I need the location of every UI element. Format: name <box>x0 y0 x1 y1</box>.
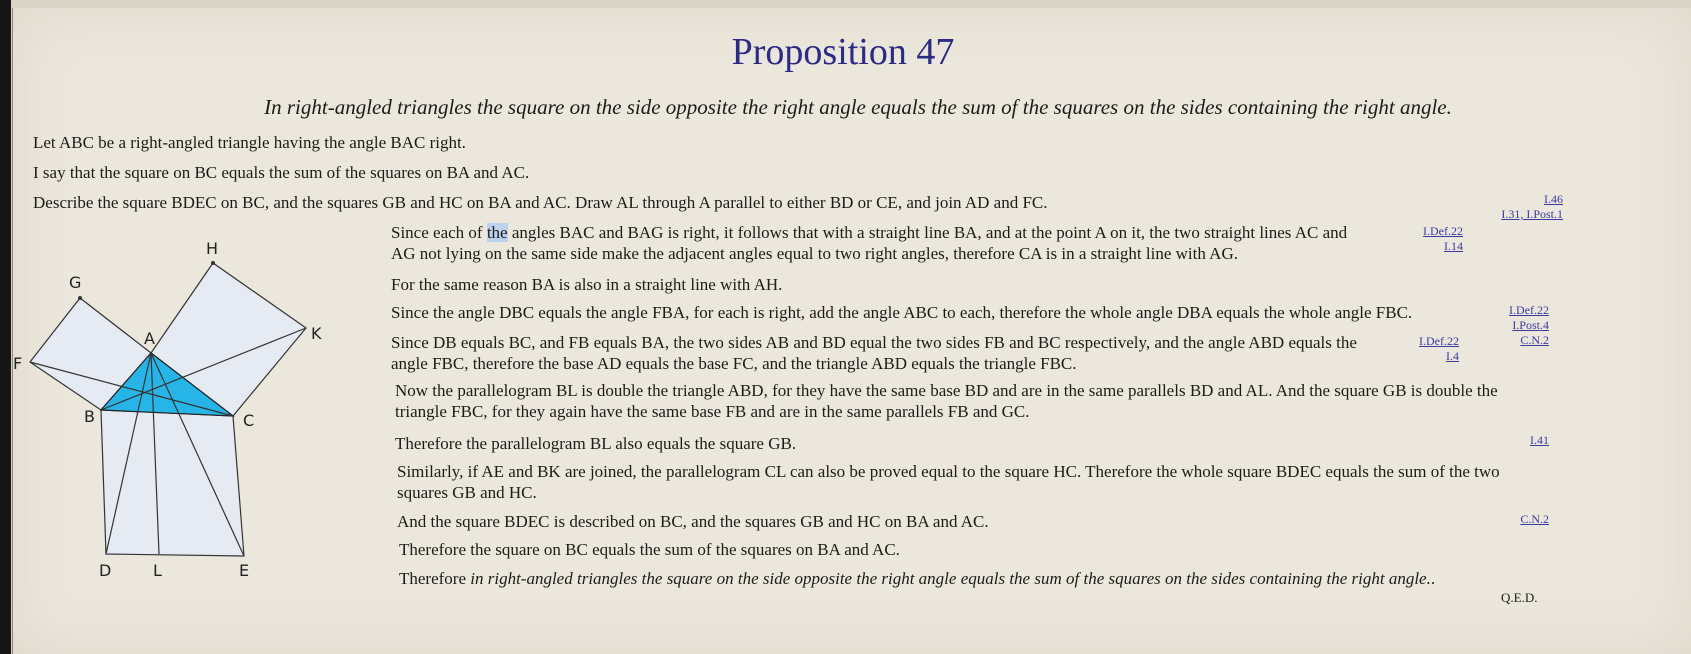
label-e: E <box>239 561 250 580</box>
label-c: C <box>243 411 255 430</box>
ref-link[interactable]: I.Def.22 <box>1419 334 1459 348</box>
ref-group-straight-line <box>1403 224 1463 254</box>
proposition-page <box>12 8 1691 654</box>
paragraph-square-sum: Therefore the square on BC equals the sum of the squares on BA and AC. <box>399 540 900 559</box>
ref-group-bl <box>1503 433 1549 448</box>
label-b: B <box>84 407 95 426</box>
ref-link[interactable]: I.Def.22 <box>1423 224 1463 238</box>
label-f: F <box>13 354 23 373</box>
paragraph-straight-line-ah: For the same reason BA is also in a straight line with AH. <box>391 275 783 294</box>
enunciation: In right-angled triangles the square on the side opposite the right angle equals the sum of the squares on the sides containing the right angle. <box>264 95 1452 119</box>
selected-text: the <box>486 223 508 242</box>
ref-link[interactable]: I.31, I.Post.1 <box>1501 207 1563 221</box>
ref-group-angles <box>1483 303 1549 348</box>
ref-link[interactable]: I.4 <box>1446 349 1459 363</box>
ref-link[interactable]: I.14 <box>1444 239 1463 253</box>
paragraph-conclusion: Therefore in right-angled triangles the square on the side opposite the right angle equals the sum of the squares on the sides containing the right angle.. <box>399 569 1436 588</box>
paragraph-congruent-triangles: Since DB equals BC, and FB equals BA, the two sides AB and BD equal the two sides FB and BC respectively, and the angle ABD equals the angle FBC, therefore the base AD equals the base FC, and the triangle ABD equals the triangle FBC. <box>391 333 1357 373</box>
paragraph-construction: Describe the square BDEC on BC, and the squares GB and HC on BA and AC. Draw AL through A parallel to either BD or CE, and join AD and FC. <box>33 193 1048 212</box>
label-l: L <box>153 561 162 580</box>
label-h: H <box>206 239 219 258</box>
pythagorean-figure <box>13 236 371 580</box>
ref-link[interactable]: C.N.2 <box>1520 333 1549 347</box>
window-edge <box>0 0 11 654</box>
label-g: G <box>69 273 82 292</box>
paragraph-parallelogram-bl: Now the parallelogram BL is double the triangle ABD, for they have the same base BD and are in the same parallels BD and AL. And the square GB is double the triangle FBC, for they again have the same base FB and are in the same parallels FB and GC. <box>395 381 1498 421</box>
paragraph-claim: I say that the square on BC equals the sum of the squares on BA and AC. <box>33 163 530 182</box>
page-title: Proposition 47 <box>731 31 955 73</box>
ref-link[interactable]: I.46 <box>1544 192 1563 206</box>
label-d: D <box>99 561 112 580</box>
ref-link[interactable]: I.41 <box>1530 433 1549 447</box>
paragraph-similarly: Similarly, if AE and BK are joined, the parallelogram CL can also be proved equal to the square HC. Therefore the whole square BDEC equals the sum of the two squares GB and HC. <box>397 462 1500 502</box>
label-a: A <box>144 329 155 348</box>
ref-group-construction <box>1483 192 1563 222</box>
ref-link[interactable]: C.N.2 <box>1520 512 1549 526</box>
paragraph-straight-line-ac: Since each of the angles BAC and BAG is right, it follows that with a straight line BA, and at the point A on it, the two straight lines AC and AG not lying on the same side make the adjacent angles equal to two right angles, therefore CA is in a straight line with AG. <box>391 223 1348 263</box>
qed-mark: Q.E.D. <box>1501 590 1538 605</box>
paragraph-equal-angles: Since the angle DBC equals the angle FBA, for each is right, add the angle ABC to each, therefore the whole angle DBA equals the whole angle FBC. <box>391 303 1413 322</box>
ref-group-congruence <box>1399 334 1459 364</box>
paragraph-setup: Let ABC be a right-angled triangle having the angle BAC right. <box>33 133 466 152</box>
ref-group-cn2 <box>1499 512 1549 527</box>
paragraph-bl-equals-gb: Therefore the parallelogram BL also equals the square GB. <box>395 434 797 453</box>
paragraph-described: And the square BDEC is described on BC, and the squares GB and HC on BA and AC. <box>397 512 989 531</box>
ref-link[interactable]: I.Def.22 <box>1509 303 1549 317</box>
label-k: K <box>311 324 322 343</box>
ref-link[interactable]: I.Post.4 <box>1512 318 1549 332</box>
